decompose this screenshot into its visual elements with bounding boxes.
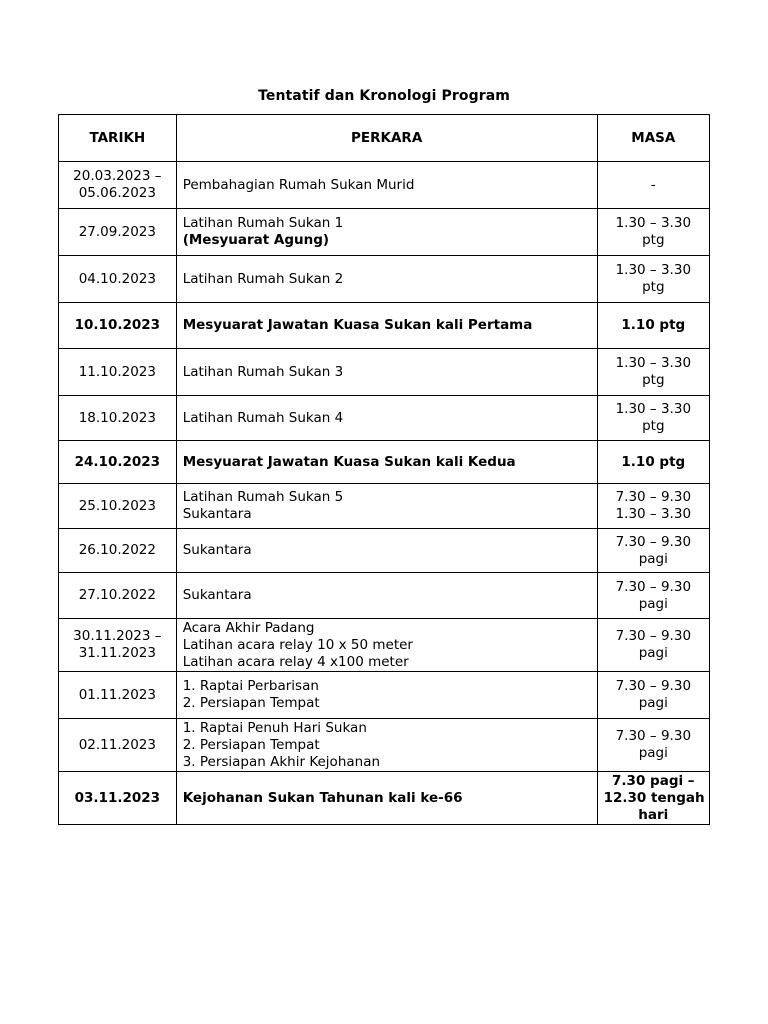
time-cell-line: ptg [642,372,665,388]
date-cell-line: 03.11.2023 [74,789,161,806]
date-cell-line: 24.10.2023 [74,453,161,470]
time-cell-line: 7.30 – 9.30 [615,728,692,744]
item-cell [176,162,597,209]
time-cell-line: 1.30 – 3.30 [615,355,692,371]
date-cell [59,529,177,573]
item-cell-line: Latihan acara relay 10 x 50 meter [182,636,413,653]
date-cell-line: 25.10.2023 [78,497,156,514]
date-cell [59,303,177,349]
program-schedule-table [58,114,710,825]
item-cell [176,719,597,772]
time-cell-line: - [650,176,656,193]
time-cell [597,209,709,256]
time-cell-line: 1.30 – 3.30 [615,215,692,231]
date-cell-line: 30.11.2023 – [73,628,162,644]
table-row [59,573,710,619]
table-row [59,209,710,256]
item-cell-line: (Mesyuarat Agung) [182,232,330,248]
time-cell [597,772,709,825]
date-cell-line: 02.11.2023 [78,736,156,753]
item-cell [176,619,597,672]
time-cell-line: 7.30 – 9.30 [615,628,692,644]
item-cell-line: Latihan Rumah Sukan 2 [182,270,344,287]
table-row [59,772,710,825]
item-cell [176,209,597,256]
table-row [59,529,710,573]
time-cell-line: 1.30 – 3.30 [615,262,692,278]
time-cell [597,441,709,484]
date-cell [59,619,177,672]
time-cell-line: ptg [642,418,665,434]
time-cell [597,529,709,573]
time-cell-line: pagi [638,745,668,761]
table-row [59,719,710,772]
item-cell-line: Latihan acara relay 4 x100 meter [182,653,409,670]
date-cell [59,573,177,619]
time-cell-line: 7.30 – 9.30 [615,678,692,694]
time-cell-line: 7.30 pagi – [612,772,695,789]
time-cell [597,303,709,349]
table-row [59,441,710,484]
time-cell [597,573,709,619]
time-cell-line: pagi [638,595,668,612]
time-cell-line: 12.30 tengah [603,789,705,806]
date-cell-line: 18.10.2023 [78,409,156,426]
item-cell [176,396,597,441]
item-cell [176,349,597,396]
schedule-body [59,162,710,825]
date-cell [59,256,177,303]
item-cell-line: 3. Persiapan Akhir Kejohanan [182,753,381,770]
date-cell-line: 05.06.2023 [78,185,156,201]
item-cell-line: 2. Persiapan Tempat [182,695,320,711]
item-cell-line: Mesyuarat Jawatan Kuasa Sukan kali Pertama [182,317,533,333]
time-cell-line: pagi [638,550,668,567]
date-cell-line: 04.10.2023 [78,270,156,287]
table-row [59,619,710,672]
table-row [59,303,710,349]
time-cell-line: ptg [642,279,665,295]
table-row [59,256,710,303]
item-cell-line: Latihan Rumah Sukan 5 [182,489,344,505]
date-cell-line: 27.10.2022 [78,587,156,603]
item-cell [176,573,597,619]
item-cell-line: Mesyuarat Jawatan Kuasa Sukan kali Kedua [182,453,516,470]
item-cell-line: Latihan Rumah Sukan 3 [182,363,344,380]
date-cell [59,441,177,484]
time-cell [597,162,709,209]
time-cell-line: 1.30 – 3.30 [615,506,692,522]
table-row [59,162,710,209]
date-cell-line: 26.10.2022 [78,542,156,558]
time-cell [597,672,709,719]
item-cell-line: Sukantara [182,542,252,558]
item-cell-line: Latihan Rumah Sukan 1 [182,215,344,231]
time-cell-line: ptg [642,232,665,248]
item-cell [176,772,597,825]
table-row [59,484,710,529]
time-cell [597,349,709,396]
item-cell-line: Sukantara [182,506,252,522]
table-row [59,672,710,719]
date-cell [59,396,177,441]
item-cell [176,529,597,573]
date-cell [59,162,177,209]
table-row [59,349,710,396]
document-title: Tentatif dan Kronologi Program [258,88,510,104]
header-row [59,115,710,162]
item-cell [176,484,597,529]
time-cell [597,396,709,441]
header-item: PERKARA [176,115,597,162]
date-cell-line: 27.09.2023 [78,223,156,240]
time-cell [597,484,709,529]
time-cell-line: 7.30 – 9.30 [615,578,692,595]
date-cell-line: 20.03.2023 – [73,168,162,184]
item-cell-line: Kejohanan Sukan Tahunan kali ke-66 [182,789,463,806]
item-cell-line: 1. Raptai Perbarisan [182,678,319,694]
time-cell-line: 7.30 – 9.30 [615,489,692,505]
item-cell-line: 1. Raptai Penuh Hari Sukan [182,719,367,736]
item-cell-line: Pembahagian Rumah Sukan Murid [182,176,415,193]
time-cell [597,256,709,303]
item-cell-line: Latihan Rumah Sukan 4 [182,409,344,426]
item-cell-line: Sukantara [182,587,252,603]
date-cell-line: 11.10.2023 [78,363,156,380]
date-cell [59,209,177,256]
header-date: TARIKH [59,115,177,162]
item-cell-line: Acara Akhir Padang [182,619,315,636]
time-cell-line: pagi [638,695,668,711]
item-cell [176,672,597,719]
time-cell-line: 1.10 ptg [621,317,686,333]
date-cell-line: 10.10.2023 [74,317,161,333]
item-cell [176,441,597,484]
time-cell [597,719,709,772]
header-time: MASA [597,115,709,162]
item-cell [176,303,597,349]
date-cell [59,719,177,772]
date-cell [59,772,177,825]
date-cell [59,672,177,719]
item-cell-line: 2. Persiapan Tempat [182,736,320,753]
date-cell-line: 31.11.2023 [78,645,156,661]
time-cell-line: pagi [638,645,668,661]
time-cell-line: 7.30 – 9.30 [615,533,692,550]
date-cell-line: 01.11.2023 [78,686,156,703]
item-cell [176,256,597,303]
date-cell [59,484,177,529]
time-cell-line: 1.10 ptg [621,453,686,470]
time-cell [597,619,709,672]
time-cell-line: hari [638,806,669,823]
time-cell-line: 1.30 – 3.30 [615,401,692,417]
table-row [59,396,710,441]
date-cell [59,349,177,396]
